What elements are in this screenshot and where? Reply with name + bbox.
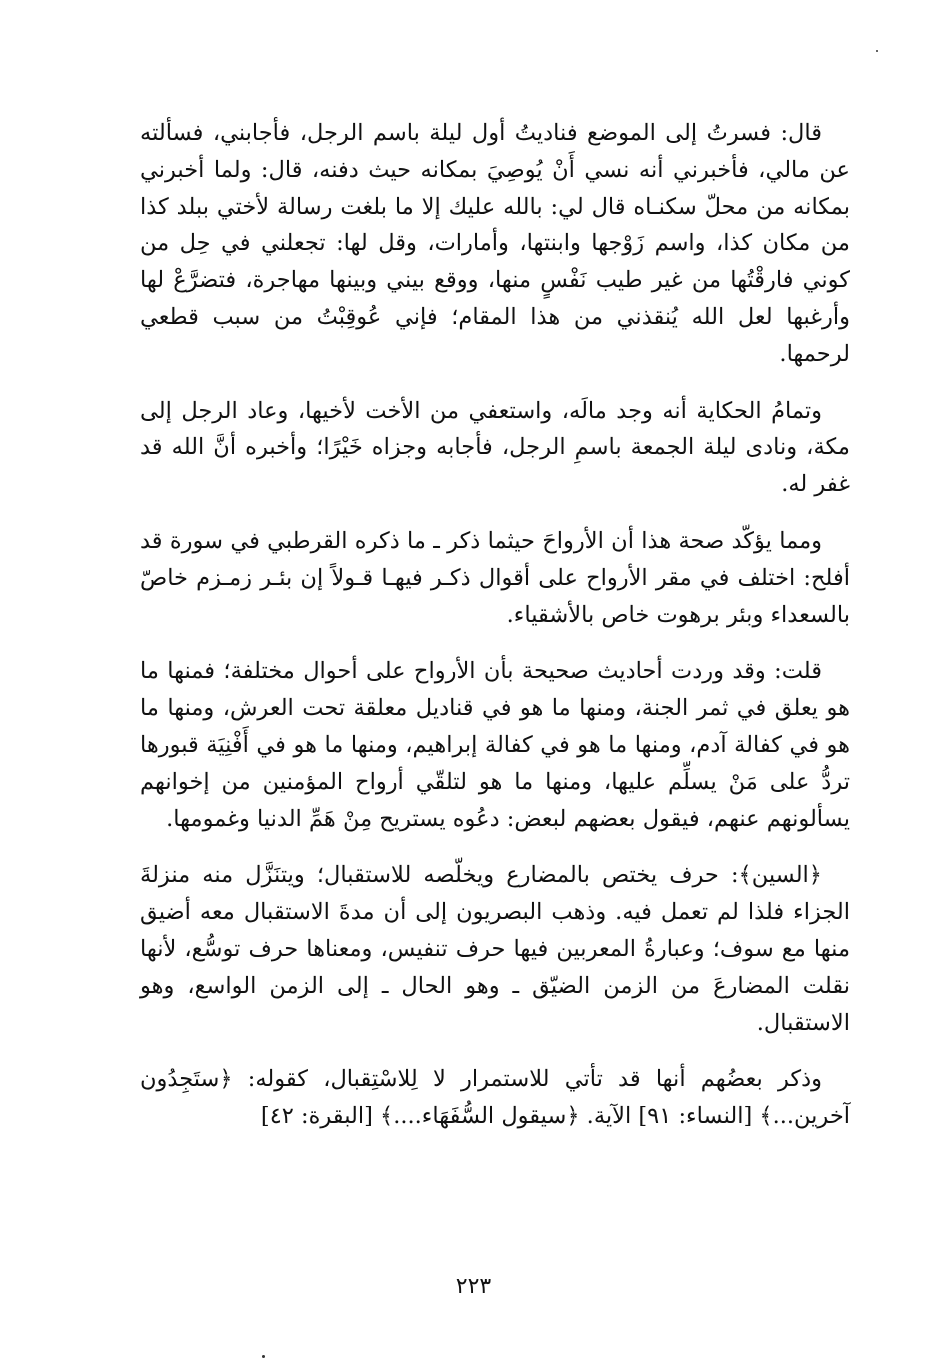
paragraph-3: ومما يؤكّد صحة هذا أن الأرواحَ حيثما ذكر ـ ما ذكره القرطبي في سورة قد أفلح: اختلف في مقر الأرواح على أقوال ذكـر فيهـا قـولاً إن بئـر زمـزم خاصّ بالسعداء وبئر برهوت خاص بالأشقياء.	[140, 527, 850, 628]
scan-speck	[876, 50, 878, 52]
paragraph-2: وتمامُ الحكاية أنه وجد مالَه، واستعفي من الأخت لأخيها، وعاد الرجل إلى مكة، ونادى ليلة الجمعة باسمِ الرجل، فأجابه وجزاه خَيْرًا؛ وأخبره أنَّ الله قد غفر له.	[140, 397, 850, 498]
paragraph-1: قال: فسرتُ إلى الموضع فناديتُ أول ليلة باسم الرجل، فأجابني، فسألته عن مالي، فأخبرني أنه نسي أَنْ يُوصِيَ بمكانه حيث دفنه، قال: ولما أخبرني بمكانه من محلّ سكنـاه قال لي: بالله عليك إلا ما بلغت رسالة لأختي ببلد كذا من مكان كذا، واسم زَوْجها وابنتها، وأمارات، وقل لها: تجعلني في حِل من كوني فارقْتُها من غير طيب نَفْسٍ منها، ووقع بيني وبينها مهاجرة، فتضرَّعْ لها وأرغبها لعل الله يُنقذني من هذا المقام؛ فإني عُوقِبْتُ من سبب قطعي لرحمها.	[140, 120, 850, 367]
body-text	[140, 115, 850, 1155]
scan-speck	[262, 1355, 265, 1358]
paragraph-4: قلت: وقد وردت أحاديث صحيحة بأن الأرواح على أحوال مختلفة؛ فمنها ما هو يعلق في ثمر الجنة، ومنها ما هو في قناديل معلقة تحت العرش، ومنها ما هو في كفالة آدم، ومنها ما هو في كفالة إبراهيم، ومنها ما هو في أَفْنِيَة قبورها تردُّ على مَنْ يسلِّم عليها، ومنها ما هو لتلقّي أرواح المؤمنين من إخوانهم يسألونهم عنهم، فيقول بعضهم لبعض: دعُوه يستريح مِنْ هَمِّ الدنيا وغمومها.	[140, 658, 850, 832]
paragraph-6: وذكر بعضُهم أنها قد تأتي للاستمرار لا لِلاسْتِقبال، كقوله: ﴿ستَجِدُون آخرين...﴾ [النساء: ٩١] الآية. ﴿سيقول السُّفَهَاء....﴾ [البقرة: ٤٢]	[140, 1066, 850, 1130]
page-number: ٢٢٣	[455, 1274, 492, 1299]
paragraph-5: ﴿السين﴾: حرف يختص بالمضارع ويخلّصه للاستقبال؛ ويتنَزَّل منه منزلةَ الجزاء فلذا لم تعمل فيه. وذهب البصريون إلى أن مدةَ الاستقبال معه أضيق منها مع سوف؛ وعبارةُ المعربين فيها حرف تنفيس، ومعناها حرف توسُّع، لأنها نقلت المضارعَ من الزمن الضيّق ـ وهو الحال ـ إلى الزمن الواسع، وهو الاستقبال.	[140, 862, 850, 1036]
